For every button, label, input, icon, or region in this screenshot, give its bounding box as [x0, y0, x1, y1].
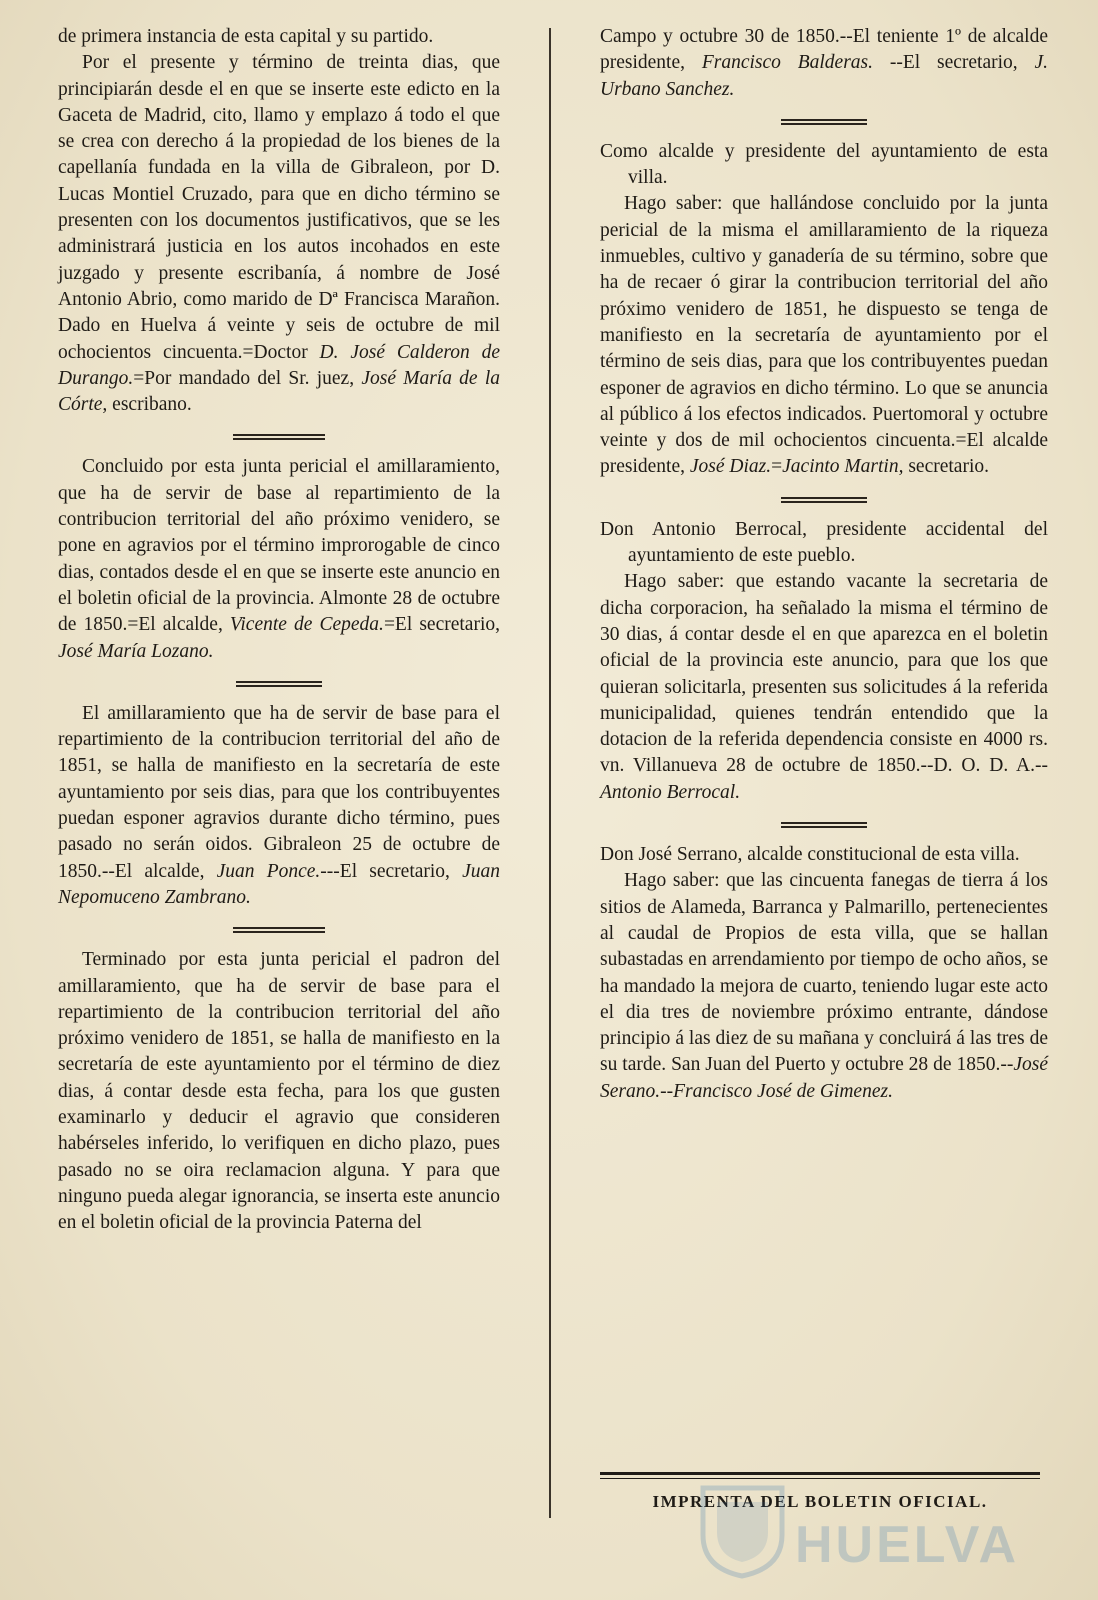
signature: Jacinto Martin, — [782, 456, 904, 478]
notice-villanueva — [600, 517, 1048, 806]
signature: J. Urbano Sanchez. — [600, 52, 1049, 100]
signature: José María Lozano. — [58, 640, 214, 662]
section-separator — [236, 681, 322, 687]
signature: Vicente de Cepeda. — [229, 614, 384, 636]
notice-puertomoral — [600, 139, 1048, 481]
notice-heading: Como alcalde y presidente del ayuntamiento de esta villa. — [600, 140, 1048, 189]
notice-body: Hago saber: que estando vacante la secretaria de dicha corporacion, ha señalado la misma el término de 30 dias, á contar desde el en que aparezca en el boletin oficial de la provincia este anuncio, para que los que quieran solicitarla, presenten sus solicitudes á la referida municipalidad, quienes tendrán entendido que la dotacion de la referida dependencia consiste en 4000 rs. vn. Villanueva 28 de octubre de 1850.--D. O. D. A.-- Antonio Berrocal. — [600, 571, 1048, 803]
left-column — [58, 24, 500, 1236]
signature: José Serano.--Francisco José de Gimenez. — [600, 1054, 1048, 1102]
section-separator — [233, 434, 325, 440]
signature: D. José Calderon de Durango. — [58, 341, 500, 389]
notice-heading: Don José Serrano, alcalde constitucional de esta villa. — [600, 844, 1020, 866]
notice-paterna — [58, 947, 500, 1236]
notice-heading: de primera instancia de esta capital y su partido. — [58, 26, 434, 47]
column-divider — [549, 28, 551, 1518]
signature: José Diaz. — [689, 456, 772, 478]
signature: José María de la Córte, — [58, 367, 500, 416]
notice-body: Campo y octubre 30 de 1850.--El teniente 1º de alcalde presidente, Francisco Balderas. --El secretario, J. Urbano Sanchez. — [600, 26, 1049, 100]
signature: Antonio Berrocal. — [600, 781, 741, 803]
notice-almonte — [58, 454, 500, 664]
notice-heading: Don Antonio Berrocal, presidente accidental del ayuntamiento de este pueblo. — [600, 518, 1048, 567]
watermark-text: HUELVA — [795, 1516, 1020, 1574]
printer-imprint: IMPRENTA DEL BOLETIN OFICIAL. — [652, 1492, 988, 1511]
signature: Juan Nepomuceno Zambrano. — [58, 860, 501, 908]
notice-body: Terminado por esta junta pericial el padron del amillaramiento, que ha de servir de base para el repartimiento de la contribucion territorial del año próximo venidero de 1851, se halla de manifiesto en la secretaría de este ayuntamiento por el término de diez dias, á contar desde esta fecha, para los que gusten examinarlo y deducir el agravio que consideren habérseles inferido, lo verifiquen en dicho plazo, pues pasado no se oira reclamacion alguna. Y para que ninguno pueda alegar ignorancia, se inserta este anuncio en el boletin oficial de la provincia Paterna del — [58, 949, 500, 1234]
signature: Juan Ponce. — [216, 860, 321, 882]
notice-body: Por el presente y término de treinta dias, que principiarán desde el en que se inserte este edicto en la Gaceta de Madrid, cito, llamo y emplazo á todo el que se crea con derecho á la propiedad de los bienes de la capellanía fundada en la villa de Gibraleon, por D. Lucas Montiel Cruzado, para que en dicho término se presenten con los documentos justificativos, que se les administrará justicia en los autos incohados en este juzgado y presente escribanía, á nombre de José Antonio Abrio, como marido de Dª Francisca Marañon. Dado en Huelva á veinte y seis de octubre de mil ochocientos cincuenta.=Doctor D. José Calderon de Durango.=Por mandado del Sr. juez, José María de la Córte, escribano. — [58, 52, 500, 416]
right-column — [600, 24, 1048, 1105]
notice-body: Hago saber: que hallándose concluido por la junta pericial de la misma el amillaramiento de la riqueza inmuebles, cultivo y ganadería de su término, sobre que ha de recaer ó girar la contribucion territorial del año próximo venidero de 1851, he dispuesto se tenga de manifiesto en la secretaría de ayuntamiento por el término de seis dias, para que los contribuyentes puedan esponer de agravios en dicho término. Lo que se anuncia al público á los efectos indicados. Puertomoral y octubre veinte y dos de mil ochocientos cincuenta.=El alcalde presidente, José Diaz.=Jacinto Martin, secretario. — [600, 193, 1048, 478]
signature: Francisco Balderas. — [701, 52, 874, 74]
notice-gibraleon — [58, 701, 500, 911]
notice-body: Hago saber: que las cincuenta fanegas de tierra á los sitios de Alameda, Barranca y Palmarillo, pertenecientes al caudal de Propios de esta villa, que se hallan subastadas en arrendamiento por tiempo de ocho años, se ha mandado la mejora de cuarto, teniendo lugar este acto el dia tres de noviembre próximo entrante, dándose principio á las diez de su mañana y concluirá á las tres de su tarde. San Juan del Puerto y octubre 28 de 1850.--José Serano.--Francisco José de Gimenez. — [600, 870, 1048, 1102]
section-separator — [781, 822, 867, 828]
section-separator — [233, 927, 325, 933]
notice-body: El amillaramiento que ha de servir de base para el repartimiento de la contribucion territorial del año de 1851, se halla de manifiesto en la secretaría de este ayuntamiento por seis dias, para que los contribuyentes puedan esponer agravios durante dicho término, pues pasado no serán oidos. Gibraleon 25 de octubre de 1850.--El alcalde, Juan Ponce.---El secretario, Juan Nepomuceno Zambrano. — [58, 702, 501, 908]
notice-body: Concluido por esta junta pericial el amillaramiento, que ha de servir de base al repartimiento de la contribucion territorial del año próximo venidero, se pone en agravios por el término improrogable de cinco dias, contados desde el en que se inserte este anuncio en el boletin oficial de la provincia. Almonte 28 de octubre de 1850.=El alcalde, Vicente de Cepeda.=El secretario, José María Lozano. — [58, 456, 500, 662]
notice-edict-gibraleon — [58, 24, 500, 418]
huelva-watermark — [695, 1470, 1025, 1595]
notice-paterna-continued — [600, 24, 1048, 103]
section-separator — [781, 497, 867, 503]
section-separator — [781, 119, 867, 125]
notice-san-juan-del-puerto — [600, 842, 1048, 1105]
coat-of-arms-icon — [695, 1480, 790, 1580]
